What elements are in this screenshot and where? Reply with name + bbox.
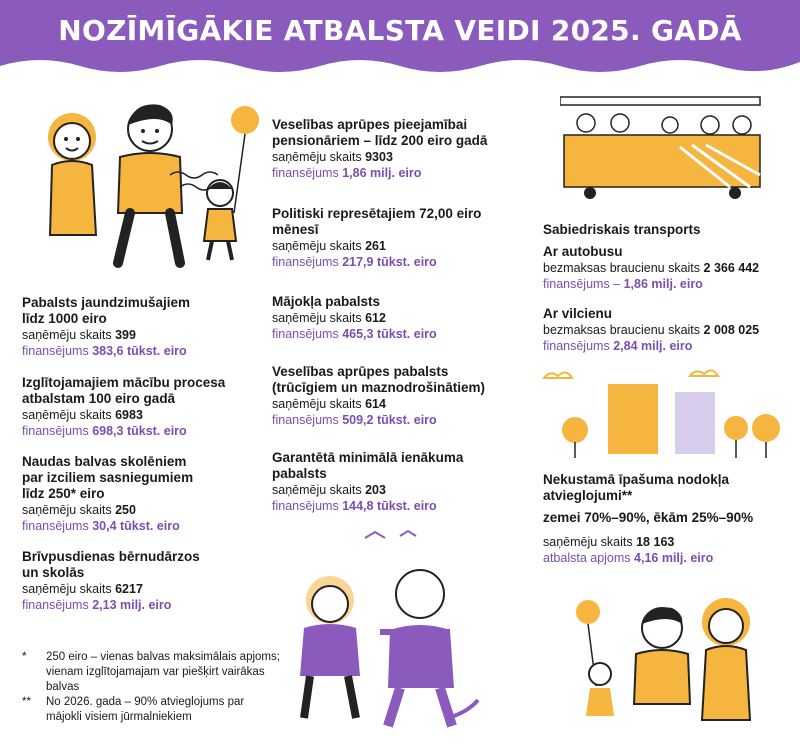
- bus-illustration: [560, 95, 765, 200]
- rides-label: bezmaksas braucienu skaits: [543, 323, 701, 337]
- benefit-title-line: līdz 1000 eiro: [22, 311, 107, 326]
- header-banner: [0, 0, 800, 82]
- seniors-illustration: [270, 528, 505, 733]
- benefit-student-awards: [22, 454, 282, 534]
- support-label: atbalsta apjoms: [543, 551, 631, 565]
- funding-value: 30,4 tūkst. eiro: [92, 519, 180, 533]
- property-tax-rates: zemei 70%–90%, ēkām 25%–90%: [543, 510, 754, 525]
- benefit-title: [22, 375, 282, 407]
- benefit-title-line: Naudas balvas skolēniem: [22, 454, 187, 469]
- benefit-title-line: pabalsts: [272, 466, 327, 481]
- property-tax-title-line: Nekustamā īpašuma nodokļa: [543, 472, 730, 487]
- recipients-label: saņēmēju skaits: [22, 408, 112, 422]
- funding-label: finansējums: [272, 327, 339, 341]
- funding-row: [272, 165, 532, 181]
- funding-value: 144,8 tūkst. eiro: [342, 499, 437, 513]
- recipients-row: [272, 149, 532, 165]
- funding-row: [272, 412, 532, 428]
- recipients-value: 612: [365, 311, 386, 325]
- recipients-label: saņēmēju skaits: [543, 535, 633, 549]
- recipients-row: [272, 396, 532, 412]
- rides-value: 2 008 025: [703, 323, 760, 337]
- benefit-title-line: (trūcīgiem un maznodrošinātiem): [272, 380, 486, 395]
- funding-row: [272, 326, 532, 342]
- footnotes: [22, 650, 282, 725]
- recipients-label: saņēmēju skaits: [272, 397, 362, 411]
- funding-value: 1,86 milj. eiro: [623, 277, 703, 291]
- funding-value: 383,6 tūkst. eiro: [92, 344, 187, 358]
- benefit-title-line: par izciliem sasniegumiem: [22, 470, 194, 485]
- funding-value: 509,2 tūkst. eiro: [342, 413, 437, 427]
- rides-value: 2 366 442: [703, 261, 760, 275]
- funding-label: finansējums: [272, 499, 339, 513]
- funding-value: 1,86 milj. eiro: [342, 166, 422, 180]
- support-value: 4,16 milj. eiro: [634, 551, 714, 565]
- funding-row: [22, 518, 282, 534]
- benefit-title-line: un skolās: [22, 565, 85, 580]
- support-row: [543, 550, 788, 566]
- recipients-label: saņēmēju skaits: [272, 239, 362, 253]
- recipients-label: saņēmēju skaits: [272, 311, 362, 325]
- transport-title: Ar vilcienu: [543, 306, 613, 321]
- recipients-label: saņēmēju skaits: [272, 483, 362, 497]
- benefit-newborn: [22, 295, 282, 359]
- funding-row: [22, 597, 282, 613]
- benefit-title-line: Pabalsts jaundzimušajiem: [22, 295, 191, 310]
- property-tax-title-line: atvieglojumi**: [543, 488, 633, 503]
- benefit-title-line: Garantētā minimālā ienākuma: [272, 450, 464, 465]
- recipients-label: saņēmēju skaits: [22, 328, 112, 342]
- benefit-title-line: Brīvpusdienas bērnudārzos: [22, 549, 200, 564]
- transport-title: Ar autobusu: [543, 244, 623, 259]
- funding-row: [543, 338, 788, 354]
- benefit-title: [272, 450, 532, 482]
- footnote: [22, 650, 282, 695]
- recipients-row: [22, 581, 282, 597]
- footnote-mark: **: [22, 696, 31, 708]
- benefit-title-line: Politiski represētajiem 72,00 eiro: [272, 206, 482, 221]
- funding-value: 465,3 tūkst. eiro: [342, 327, 437, 341]
- benefit-title: [272, 117, 532, 149]
- funding-row: [22, 423, 282, 439]
- recipients-row: [22, 407, 282, 423]
- benefit-pensioner-health: [272, 117, 532, 181]
- recipients-value: 18 163: [636, 535, 675, 549]
- rides-row: [543, 260, 788, 276]
- benefit-title: [22, 454, 282, 502]
- recipients-value: 250: [115, 503, 136, 517]
- recipients-row: [272, 310, 532, 326]
- benefit-title: [272, 294, 532, 310]
- funding-label: finansējums –: [543, 277, 621, 291]
- footnote-text: 250 eiro – vienas balvas maksimālais apjoms; vienam izglītojamajam var piešķirt vairākas balvas: [46, 651, 280, 693]
- funding-label: finansējums: [543, 339, 610, 353]
- rides-row: [543, 322, 788, 338]
- recipients-value: 399: [115, 328, 136, 342]
- funding-row: [272, 498, 532, 514]
- benefit-minimum-income: [272, 450, 532, 514]
- funding-label: finansējums: [22, 344, 89, 358]
- benefit-title: [22, 295, 282, 327]
- family-illustration: [30, 95, 270, 270]
- benefit-title-line: mēnesī: [272, 222, 319, 237]
- benefit-title-line: Mājokļa pabalsts: [272, 294, 381, 309]
- benefit-title: [272, 364, 532, 396]
- footnote-text: No 2026. gada – 90% atvieglojums par mājokli visiem jūrmalniekiem: [46, 696, 245, 723]
- funding-value: 2,84 milj. eiro: [613, 339, 693, 353]
- recipients-value: 9303: [365, 150, 393, 164]
- funding-value: 698,3 tūkst. eiro: [92, 424, 187, 438]
- recipients-value: 261: [365, 239, 386, 253]
- rides-label: bezmaksas braucienu skaits: [543, 261, 701, 275]
- transport-train: [543, 306, 788, 354]
- footnote: [22, 695, 282, 725]
- funding-row: [22, 343, 282, 359]
- funding-label: finansējums: [272, 413, 339, 427]
- recipients-value: 203: [365, 483, 386, 497]
- recipients-label: saņēmēju skaits: [22, 582, 112, 596]
- funding-label: finansējums: [272, 166, 339, 180]
- benefit-title: [272, 206, 532, 238]
- recipients-value: 614: [365, 397, 386, 411]
- recipients-label: saņēmēju skaits: [272, 150, 362, 164]
- benefit-title-line: līdz 250* eiro: [22, 486, 105, 501]
- page-title: NOZĪMĪGĀKIE ATBALSTA VEIDI 2025. GADĀ: [58, 14, 742, 47]
- benefit-free-lunch: [22, 549, 282, 613]
- benefit-title-line: Izglītojamajiem mācību procesa: [22, 375, 226, 390]
- transport-section-title: Sabiedriskais transports: [543, 222, 701, 237]
- funding-row: [543, 276, 788, 292]
- benefit-title-line: pensionāriem – līdz 200 eiro gadā: [272, 133, 488, 148]
- funding-row: [272, 254, 532, 270]
- footnote-mark: *: [22, 651, 27, 663]
- transport-bus: [543, 244, 788, 292]
- benefit-repressed: [272, 206, 532, 270]
- recipients-row: [543, 534, 788, 550]
- benefit-students-support: [22, 375, 282, 439]
- recipients-row: [272, 238, 532, 254]
- family-illustration-bottom: [560, 592, 770, 737]
- funding-value: 217,9 tūkst. eiro: [342, 255, 437, 269]
- benefit-title-line: atbalstam 100 eiro gadā: [22, 391, 176, 406]
- recipients-row: [272, 482, 532, 498]
- benefit-health-care: [272, 364, 532, 428]
- recipients-label: saņēmēju skaits: [22, 503, 112, 517]
- benefit-title-line: Veselības aprūpes pieejamībai: [272, 117, 468, 132]
- benefit-title: [22, 549, 282, 581]
- recipients-row: [22, 502, 282, 518]
- funding-value: 2,13 milj. eiro: [92, 598, 172, 612]
- property-tax-title: [543, 472, 788, 504]
- buildings-illustration: [540, 362, 785, 467]
- recipients-value: 6983: [115, 408, 143, 422]
- property-tax-relief: [543, 472, 788, 566]
- recipients-row: [22, 327, 282, 343]
- benefit-title-line: Veselības aprūpes pabalsts: [272, 364, 449, 379]
- recipients-value: 6217: [115, 582, 143, 596]
- funding-label: finansējums: [22, 598, 89, 612]
- funding-label: finansējums: [22, 519, 89, 533]
- funding-label: finansējums: [272, 255, 339, 269]
- benefit-housing: [272, 294, 532, 342]
- funding-label: finansējums: [22, 424, 89, 438]
